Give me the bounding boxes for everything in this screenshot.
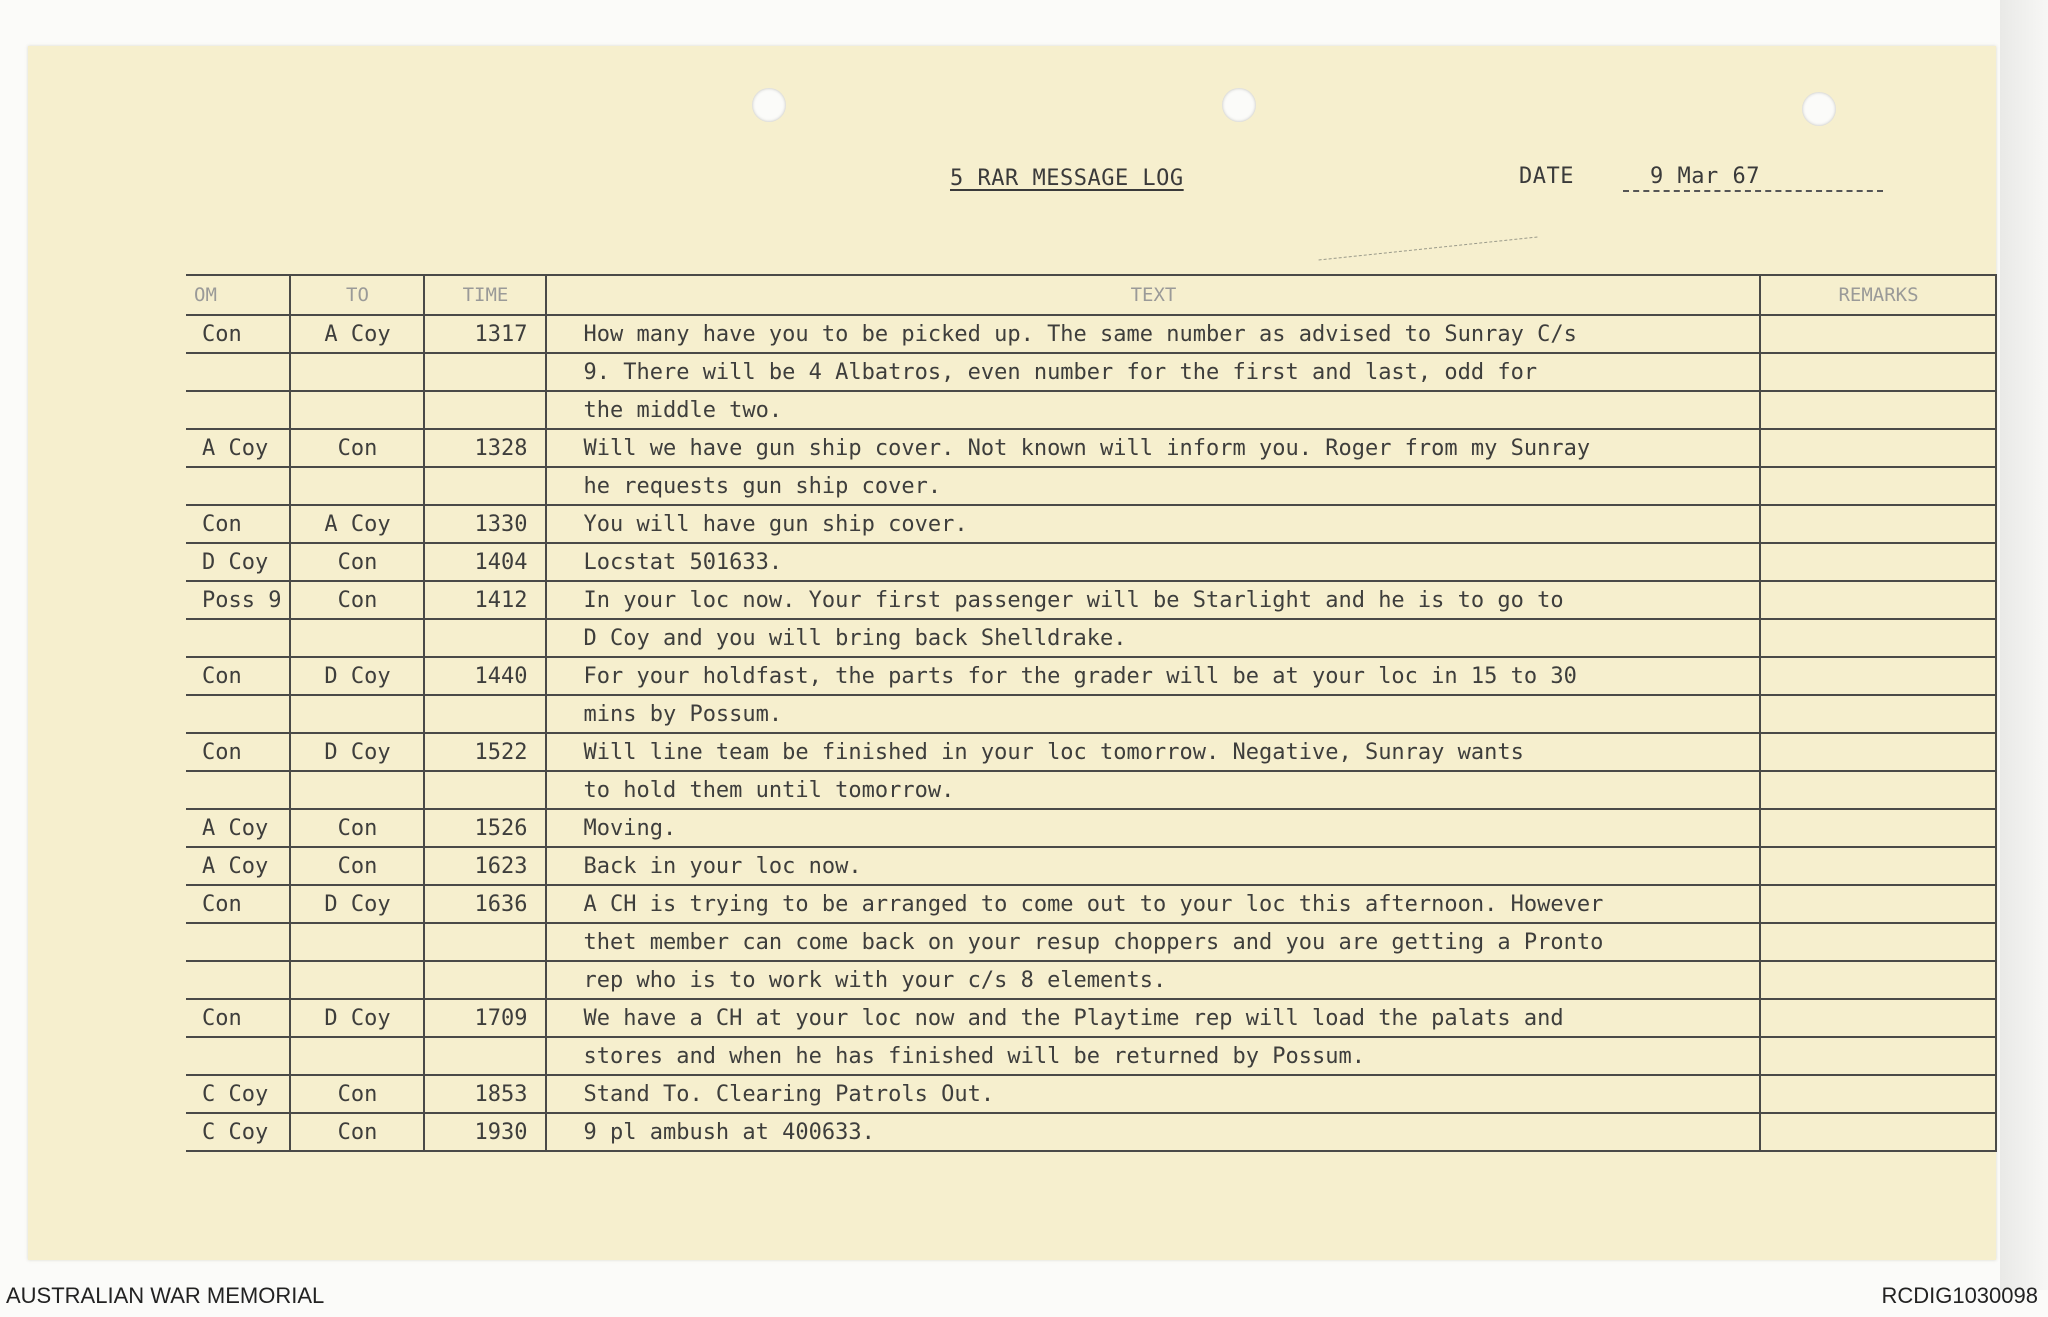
cell-remarks [1760, 429, 1996, 467]
cell-time: 1317 [424, 315, 546, 353]
cell-remarks [1760, 657, 1996, 695]
cell-time [424, 923, 546, 961]
cell-to: A Coy [290, 505, 424, 543]
cell-time: 1526 [424, 809, 546, 847]
cell-remarks [1760, 391, 1996, 429]
cell-text: Back in your loc now. [546, 847, 1760, 885]
table-row [186, 467, 1996, 505]
cell-text: In your loc now. Your first passenger will be Starlight and he is to go to [546, 581, 1760, 619]
cell-from: Con [186, 733, 290, 771]
cell-remarks [1760, 961, 1996, 999]
cell-text: rep who is to work with your c/s 8 elements. [546, 961, 1760, 999]
cell-remarks [1760, 885, 1996, 923]
table-row [186, 923, 1996, 961]
cell-from [186, 771, 290, 809]
cell-remarks [1760, 695, 1996, 733]
table-row [186, 543, 1996, 581]
column-header-remarks: REMARKS [1760, 275, 1996, 315]
cell-to: A Coy [290, 315, 424, 353]
cell-to [290, 391, 424, 429]
cell-from: C Coy [186, 1075, 290, 1113]
footer-record-id: RCDIG1030098 [1881, 1283, 2038, 1308]
table-row [186, 353, 1996, 391]
cell-to [290, 619, 424, 657]
faint-pencil-mark [1319, 237, 1538, 261]
cell-to: Con [290, 581, 424, 619]
cell-text: he requests gun ship cover. [546, 467, 1760, 505]
table-row [186, 1075, 1996, 1113]
cell-time: 1636 [424, 885, 546, 923]
cell-to: D Coy [290, 657, 424, 695]
cell-remarks [1760, 467, 1996, 505]
cell-to [290, 961, 424, 999]
cell-time: 1328 [424, 429, 546, 467]
cell-text: How many have you to be picked up. The same number as advised to Sunray C/s [546, 315, 1760, 353]
cell-to [290, 1037, 424, 1075]
column-header-text: TEXT [546, 275, 1760, 315]
cell-from [186, 619, 290, 657]
cell-from: A Coy [186, 847, 290, 885]
cell-from [186, 467, 290, 505]
cell-time [424, 695, 546, 733]
message-log-table [186, 274, 1997, 1152]
cell-from: Poss 9 [186, 581, 290, 619]
cell-to [290, 923, 424, 961]
cell-to [290, 695, 424, 733]
cell-time [424, 1037, 546, 1075]
table-row [186, 885, 1996, 923]
cell-time: 1623 [424, 847, 546, 885]
column-header-to: TO [290, 275, 424, 315]
cell-remarks [1760, 1037, 1996, 1075]
cell-from: C Coy [186, 1113, 290, 1151]
cell-time: 1930 [424, 1113, 546, 1151]
scanner-edge [2000, 0, 2048, 1290]
cell-remarks [1760, 847, 1996, 885]
punch-hole [752, 88, 786, 122]
cell-text: Stand To. Clearing Patrols Out. [546, 1075, 1760, 1113]
cell-text: D Coy and you will bring back Shelldrake. [546, 619, 1760, 657]
cell-text: For your holdfast, the parts for the grader will be at your loc in 15 to 30 [546, 657, 1760, 695]
table-row [186, 1113, 1996, 1151]
cell-text: Will line team be finished in your loc tomorrow. Negative, Sunray wants [546, 733, 1760, 771]
cell-from [186, 353, 290, 391]
page-title: 5 RAR MESSAGE LOG [950, 166, 1184, 191]
cell-remarks [1760, 1113, 1996, 1151]
cell-from: D Coy [186, 543, 290, 581]
cell-from: Con [186, 999, 290, 1037]
cell-remarks [1760, 999, 1996, 1037]
column-header-time: TIME [424, 275, 546, 315]
cell-to: Con [290, 429, 424, 467]
cell-to [290, 353, 424, 391]
cell-to: Con [290, 1075, 424, 1113]
cell-time [424, 961, 546, 999]
cell-text: Locstat 501633. [546, 543, 1760, 581]
cell-time: 1709 [424, 999, 546, 1037]
cell-remarks [1760, 771, 1996, 809]
cell-time: 1853 [424, 1075, 546, 1113]
cell-time: 1404 [424, 543, 546, 581]
cell-remarks [1760, 923, 1996, 961]
cell-time [424, 353, 546, 391]
table-row [186, 999, 1996, 1037]
cell-text: the middle two. [546, 391, 1760, 429]
cell-to: D Coy [290, 733, 424, 771]
cell-text: A CH is trying to be arranged to come out to your loc this afternoon. However [546, 885, 1760, 923]
cell-time [424, 771, 546, 809]
table-row [186, 771, 1996, 809]
cell-from: A Coy [186, 809, 290, 847]
table-row [186, 1037, 1996, 1075]
column-header-from: OM [186, 275, 290, 315]
cell-time [424, 619, 546, 657]
cell-remarks [1760, 543, 1996, 581]
cell-remarks [1760, 505, 1996, 543]
cell-text: Moving. [546, 809, 1760, 847]
cell-from [186, 391, 290, 429]
table-row [186, 657, 1996, 695]
punch-hole [1802, 92, 1836, 126]
cell-text: 9. There will be 4 Albatros, even number for the first and last, odd for [546, 353, 1760, 391]
table-row [186, 581, 1996, 619]
cell-from: Con [186, 505, 290, 543]
cell-from [186, 1037, 290, 1075]
cell-from: A Coy [186, 429, 290, 467]
table-row [186, 695, 1996, 733]
cell-time: 1522 [424, 733, 546, 771]
cell-remarks [1760, 809, 1996, 847]
cell-remarks [1760, 733, 1996, 771]
cell-to [290, 467, 424, 505]
cell-text: thet member can come back on your resup choppers and you are getting a Pronto [546, 923, 1760, 961]
table-row [186, 315, 1996, 353]
cell-text: mins by Possum. [546, 695, 1760, 733]
cell-to: D Coy [290, 885, 424, 923]
table-header-row [186, 275, 1996, 315]
cell-remarks [1760, 581, 1996, 619]
table-row [186, 847, 1996, 885]
cell-to: Con [290, 1113, 424, 1151]
cell-text: 9 pl ambush at 400633. [546, 1113, 1760, 1151]
cell-from [186, 695, 290, 733]
table-row [186, 961, 1996, 999]
cell-text: You will have gun ship cover. [546, 505, 1760, 543]
table-row [186, 809, 1996, 847]
cell-time: 1440 [424, 657, 546, 695]
cell-from: Con [186, 885, 290, 923]
cell-from [186, 961, 290, 999]
cell-remarks [1760, 315, 1996, 353]
punch-hole [1222, 88, 1256, 122]
cell-from [186, 923, 290, 961]
table-row [186, 429, 1996, 467]
cell-to [290, 771, 424, 809]
table-row [186, 505, 1996, 543]
cell-remarks [1760, 619, 1996, 657]
cell-to: Con [290, 543, 424, 581]
date-value: 9 Mar 67 [1650, 164, 1760, 189]
table-row [186, 391, 1996, 429]
date-underline [1623, 190, 1883, 192]
cell-text: We have a CH at your loc now and the Playtime rep will load the palats and [546, 999, 1760, 1037]
cell-time [424, 467, 546, 505]
table-row [186, 733, 1996, 771]
cell-time: 1412 [424, 581, 546, 619]
cell-to: Con [290, 847, 424, 885]
cell-from: Con [186, 315, 290, 353]
cell-text: stores and when he has finished will be returned by Possum. [546, 1037, 1760, 1075]
footer-credit: AUSTRALIAN WAR MEMORIAL [6, 1283, 325, 1308]
message-log-body [186, 315, 1996, 1151]
date-label: DATE [1519, 164, 1574, 189]
cell-to: D Coy [290, 999, 424, 1037]
cell-text: to hold them until tomorrow. [546, 771, 1760, 809]
cell-from: Con [186, 657, 290, 695]
cell-time: 1330 [424, 505, 546, 543]
cell-text: Will we have gun ship cover. Not known will inform you. Roger from my Sunray [546, 429, 1760, 467]
table-row [186, 619, 1996, 657]
cell-remarks [1760, 353, 1996, 391]
cell-time [424, 391, 546, 429]
cell-remarks [1760, 1075, 1996, 1113]
cell-to: Con [290, 809, 424, 847]
